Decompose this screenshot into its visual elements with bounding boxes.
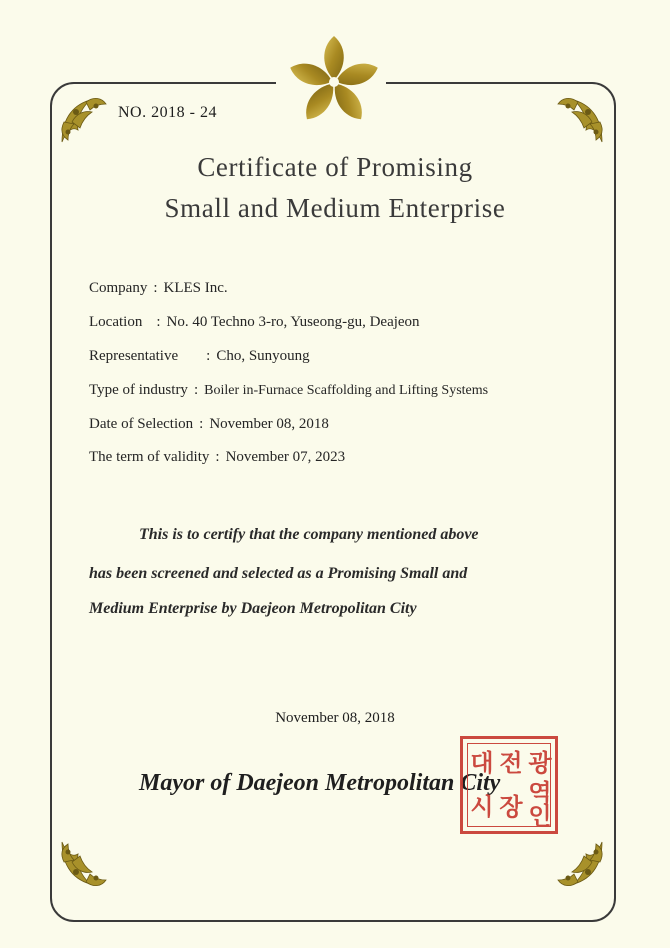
detail-label: Date of Selection: [89, 416, 194, 432]
detail-label: Location: [89, 314, 143, 330]
statement-line: has been screened and selected as a Promising Small and: [89, 565, 468, 582]
detail-value: No. 40 Techno 3-ro, Yuseong-gu, Deajeon: [166, 314, 420, 330]
detail-row-representative: Representative : Cho, Sunyoung: [89, 348, 310, 364]
certificate-number: NO. 2018 - 24: [118, 104, 217, 121]
detail-label: Company: [89, 280, 148, 296]
detail-value: Boiler in-Furnace Scaffolding and Lifting Systems: [204, 383, 489, 398]
certificate-title-line1: Certificate of Promising: [197, 152, 473, 182]
detail-value: November 08, 2018: [209, 416, 329, 432]
city-emblem-icon: [284, 30, 384, 130]
issue-date: November 08, 2018: [275, 710, 395, 726]
detail-value: KLES Inc.: [163, 280, 228, 296]
detail-row-location: Location : No. 40 Techno 3-ro, Yuseong-gu, Deajeon: [89, 314, 420, 330]
detail-label: The term of validity: [89, 449, 210, 465]
detail-label: Type of industry: [89, 382, 188, 398]
detail-row-validity: The term of validity : November 07, 2023: [89, 449, 346, 465]
official-seal-stamp: 대 전 광 역 시 장 인: [460, 736, 558, 834]
statement-line: This is to certify that the company mentioned above: [139, 526, 479, 543]
detail-row-company: Company : KLES Inc.: [89, 280, 228, 296]
detail-row-selection-date: Date of Selection : November 08, 2018: [89, 416, 329, 432]
corner-ornament-icon: [552, 836, 608, 892]
corner-ornament-icon: [56, 836, 112, 892]
certificate-title-line2: Small and Medium Enterprise: [164, 193, 506, 223]
detail-label: Representative: [89, 348, 179, 364]
detail-value: Cho, Sunyoung: [216, 348, 310, 364]
statement-line: Medium Enterprise by Daejeon Metropolitan City: [89, 600, 417, 617]
corner-ornament-icon: [552, 92, 608, 148]
issuer-signature: Mayor of Daejeon Metropolitan City: [139, 770, 501, 796]
detail-row-industry: Type of industry : Boiler in-Furnace Scaffolding and Lifting Systems: [89, 382, 489, 398]
corner-ornament-icon: [56, 92, 112, 148]
detail-value: November 07, 2023: [225, 449, 346, 465]
